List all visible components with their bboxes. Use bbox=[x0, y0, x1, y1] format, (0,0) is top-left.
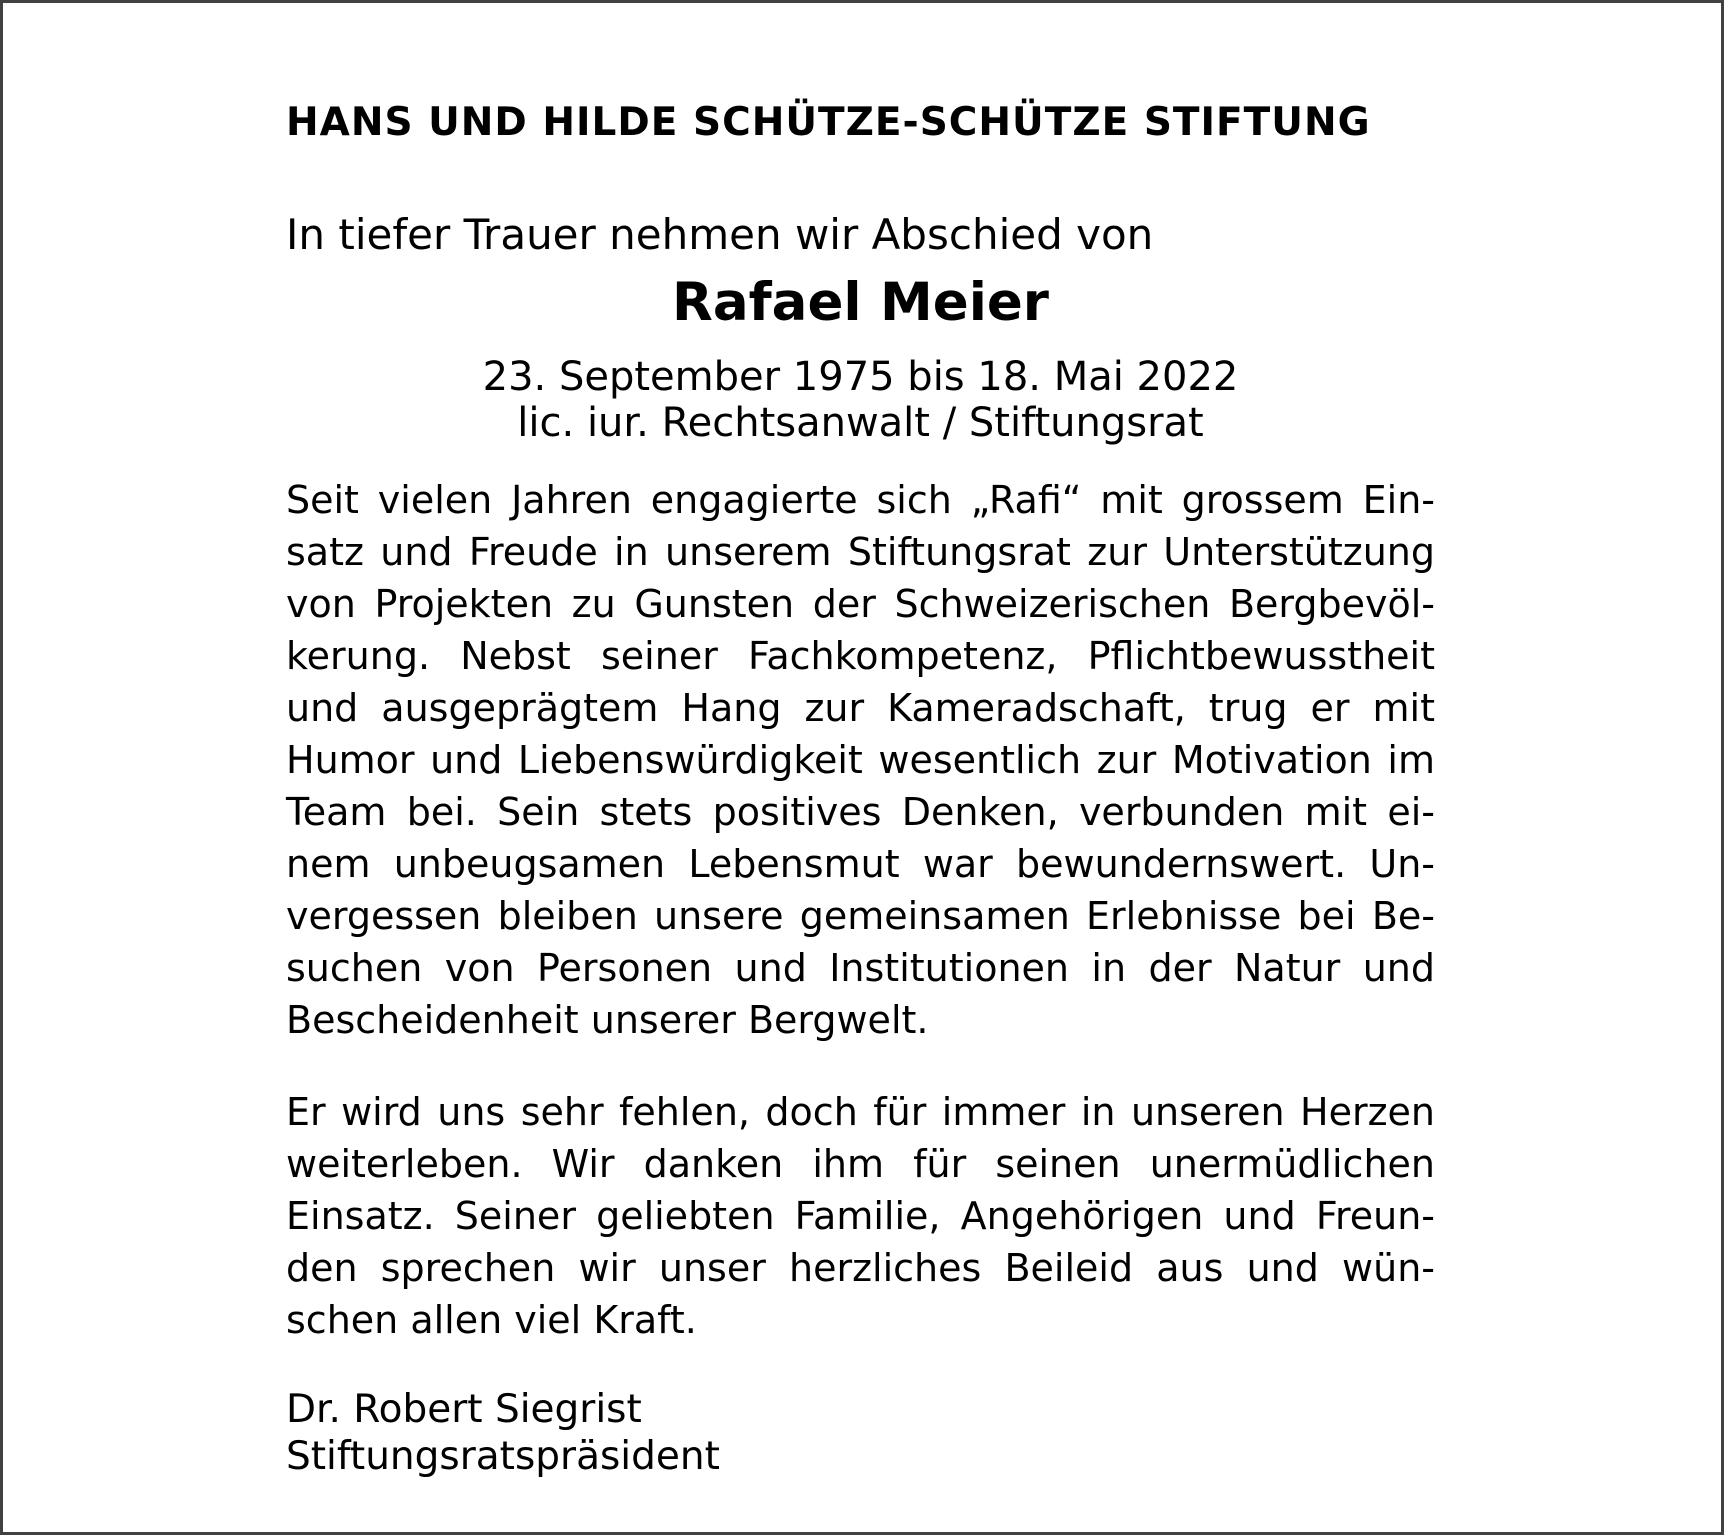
paragraph-line: den sprechen wir unser herzliches Beileid aus und wün- bbox=[286, 1246, 1435, 1290]
paragraph bbox=[286, 1086, 1435, 1346]
paragraph-line: Er wird uns sehr fehlen, doch für immer in unseren Herzen bbox=[286, 1090, 1435, 1134]
signature-role: Stiftungsratspräsident bbox=[286, 1434, 720, 1479]
deceased-life-dates: 23. September 1975 bis 18. Mai 2022 bbox=[482, 354, 1239, 400]
signature-block bbox=[286, 1386, 1435, 1480]
obituary-paragraphs bbox=[286, 474, 1435, 1346]
signature-name: Dr. Robert Siegrist bbox=[286, 1387, 642, 1432]
foundation-title: HANS UND HILDE SCHÜTZE-SCHÜTZE STIFTUNG bbox=[286, 100, 1371, 145]
paragraph bbox=[286, 474, 1435, 1046]
paragraph-line: kerung. Nebst seiner Fachkompetenz, Pflichtbewusstheit bbox=[286, 634, 1435, 678]
paragraph-line: Humor und Liebenswürdigkeit wesentlich zur Motivation im bbox=[286, 738, 1435, 782]
paragraph-line: suchen von Personen und Institutionen in der Natur und bbox=[286, 946, 1435, 990]
paragraph-line: Team bei. Sein stets positives Denken, verbunden mit ei- bbox=[286, 790, 1435, 834]
paragraph-line: weiterleben. Wir danken ihm für seinen unermüdlichen bbox=[286, 1142, 1435, 1186]
paragraph-line: Bescheidenheit unserer Bergwelt. bbox=[286, 998, 929, 1042]
paragraph-line: Einsatz. Seiner geliebten Familie, Angehörigen und Freun- bbox=[286, 1194, 1435, 1238]
deceased-name: Rafael Meier bbox=[672, 272, 1049, 333]
notice-content bbox=[3, 3, 1721, 1532]
paragraph-line: schen allen viel Kraft. bbox=[286, 1298, 697, 1342]
paragraph-line: vergessen bleiben unsere gemeinsamen Erlebnisse bei Be- bbox=[286, 894, 1435, 938]
intro-line: In tiefer Trauer nehmen wir Abschied von bbox=[286, 210, 1154, 259]
paragraph-line: von Projekten zu Gunsten der Schweizerischen Bergbevöl- bbox=[286, 582, 1435, 626]
paragraph-line: und ausgeprägtem Hang zur Kameradschaft, trug er mit bbox=[286, 686, 1435, 730]
paragraph-line: nem unbeugsamen Lebensmut war bewundernswert. Un- bbox=[286, 842, 1435, 886]
deceased-professional-title: lic. iur. Rechtsanwalt / Stiftungsrat bbox=[517, 400, 1204, 446]
paragraph-line: Seit vielen Jahren engagierte sich „Rafi“ mit grossem Ein- bbox=[286, 478, 1435, 522]
paragraph-line: satz und Freude in unserem Stiftungsrat zur Unterstützung bbox=[286, 530, 1435, 574]
